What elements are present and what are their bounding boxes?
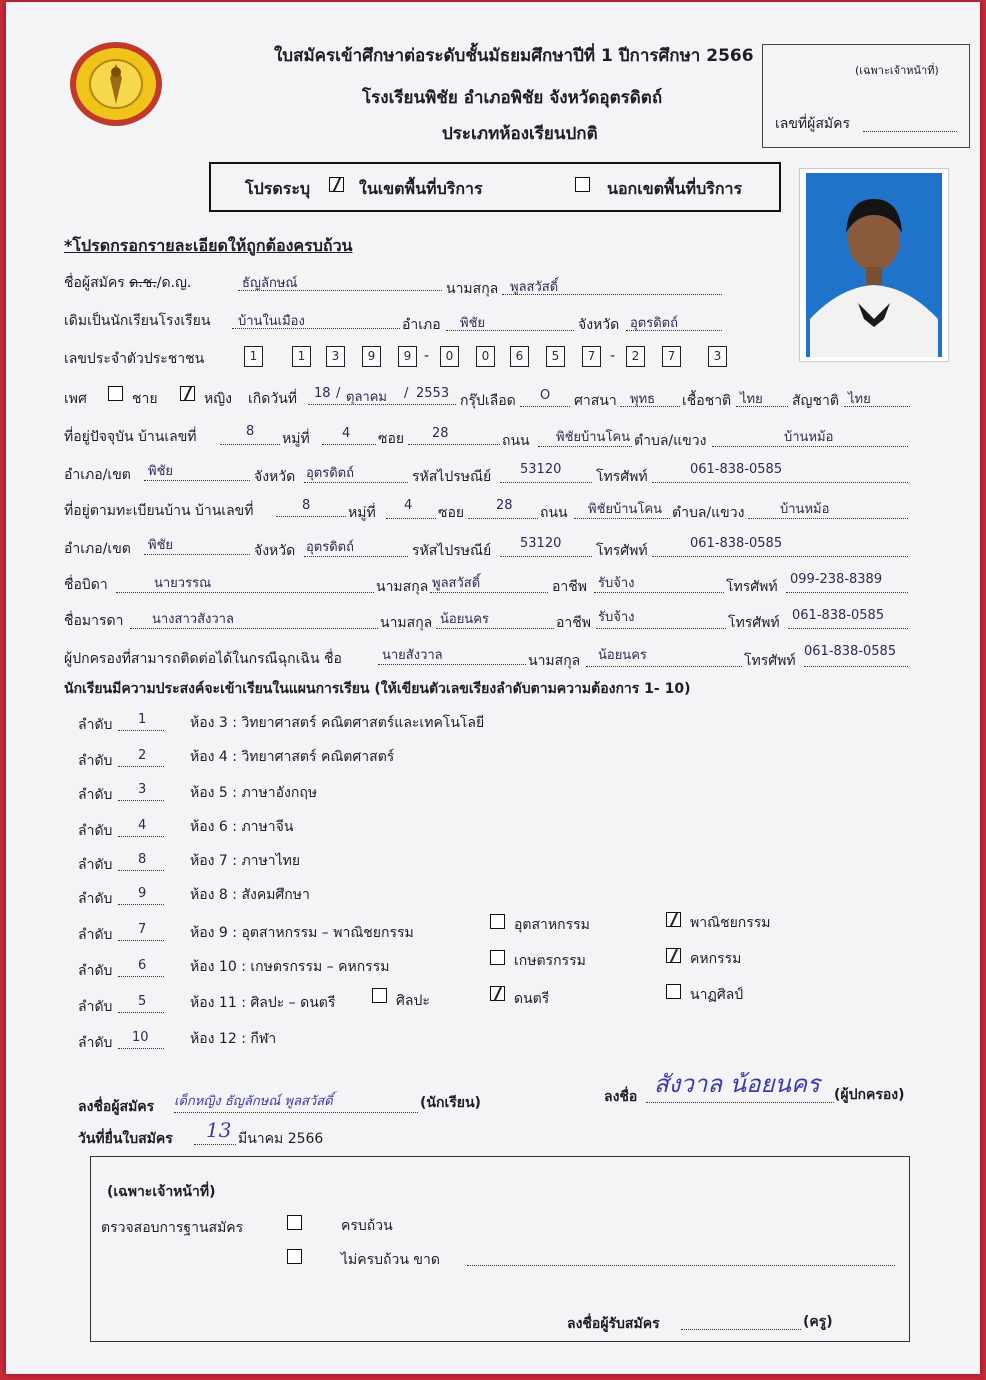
mother-name-value[interactable]: นางสาวสังวาล [152, 612, 234, 627]
current-district-value[interactable]: พิชัย [148, 464, 174, 479]
father-job-label: อาชีพ [552, 579, 587, 595]
male-label: ชาย [132, 391, 158, 407]
prev-province-value[interactable]: อุตรดิตถ์ [630, 316, 678, 331]
rank-value[interactable]: 7 [138, 922, 147, 937]
inside-area-checkbox[interactable] [329, 177, 344, 192]
plan-room: ห้อง 5 : ภาษาอังกฤษ [190, 785, 318, 801]
birth-sep: / [404, 386, 409, 401]
registered-house-line [276, 516, 346, 517]
mother-job-label: อาชีพ [556, 615, 591, 631]
staff-only-box [90, 1156, 910, 1342]
art-checkbox[interactable] [372, 988, 387, 1003]
father-job-value[interactable]: รับจ้าง [598, 576, 635, 591]
registered-postal-value[interactable]: 53120 [520, 536, 562, 551]
blood-value[interactable]: O [540, 388, 551, 403]
id-digit[interactable]: 0 [476, 346, 495, 367]
rank-line [118, 976, 164, 977]
commerce-label: พาณิชยกรรม [690, 915, 771, 931]
current-subdistrict-value[interactable]: บ้านหม้อ [784, 430, 834, 445]
first-name-value[interactable]: ธัญลักษณ์ [242, 276, 298, 291]
current-phone-line [652, 482, 908, 483]
guardian-signature[interactable]: สังวาล น้อยนคร [654, 1070, 820, 1098]
guardian-phone-label: โทรศัพท์ [744, 653, 796, 669]
incomplete-checkbox[interactable] [287, 1249, 302, 1264]
guardian-name-value[interactable]: นายสังวาล [382, 648, 443, 663]
race-value[interactable]: ไทย [740, 392, 763, 407]
rank-line [118, 904, 164, 905]
female-label: หญิง [204, 391, 232, 407]
mother-phone-value[interactable]: 061-838-0585 [792, 608, 885, 623]
submit-date-rest: มีนาคม 2566 [238, 1131, 324, 1147]
applicant-no-field[interactable] [863, 131, 957, 132]
complete-label: ครบถ้วน [341, 1218, 393, 1234]
current-soi-label: ซอย [378, 431, 405, 447]
rank-line [118, 870, 164, 871]
religion-label: ศาสนา [574, 393, 617, 409]
receiver-sign-line[interactable] [681, 1329, 801, 1330]
current-road-label: ถนน [502, 433, 530, 449]
registered-district-value[interactable]: พิชัย [148, 538, 174, 553]
id-digit[interactable]: 1 [292, 346, 311, 367]
current-moo-label: หมู่ที่ [282, 431, 310, 447]
registered-soi-line [468, 518, 538, 519]
registered-road-value[interactable]: พิชัยบ้านโคน [588, 502, 663, 517]
rank-line [118, 1012, 164, 1013]
registered-moo-value[interactable]: 4 [404, 498, 413, 513]
rank-value[interactable]: 6 [138, 958, 147, 973]
nation-label: สัญชาติ [792, 393, 839, 409]
plan-room: ห้อง 10 : เกษตรกรรม – คหกรรม [190, 959, 390, 975]
father-phone-line [786, 592, 908, 593]
blood-label: กรุ๊ปเลือด [460, 393, 516, 409]
father-name-value[interactable]: นายวรรณ [154, 576, 212, 591]
guardian-surname-line [586, 666, 742, 667]
current-house-value[interactable]: 8 [246, 424, 255, 439]
id-digit[interactable]: 2 [626, 346, 645, 367]
father-surname-value[interactable]: พูลสวัสดิ์ [432, 576, 481, 591]
mother-phone-label: โทรศัพท์ [728, 615, 780, 631]
form-title: ใบสมัครเข้าศึกษาต่อระดับชั้นมัธยมศึกษาปีที่ 1 ปีการศึกษา 2566 [274, 46, 754, 66]
guardian-sign-label: ลงชื่อ [604, 1089, 638, 1105]
registered-phone-label: โทรศัพท์ [596, 543, 648, 559]
region-box [209, 162, 781, 212]
rank-label: ลำดับ [78, 999, 113, 1015]
current-district-label: อำเภอ/เขต [64, 467, 131, 483]
registered-postal-line [500, 556, 592, 557]
id-digit[interactable]: 3 [326, 346, 345, 367]
id-digit[interactable]: 0 [440, 346, 459, 367]
applicant-no-label: เลขที่ผู้สมัคร [775, 116, 851, 132]
mother-label: ชื่อมารดา [64, 613, 124, 629]
current-house-line [220, 444, 280, 445]
school-seal-icon [66, 38, 166, 130]
applicant-signature[interactable]: เด็กหญิง ธัญลักษณ์ พูลสวัสดิ์ [174, 1094, 333, 1109]
registered-address-label: ที่อยู่ตามทะเบียนบ้าน บ้านเลขที่ [64, 503, 254, 519]
dance-label: นาฏศิลป์ [690, 987, 744, 1003]
rank-value[interactable]: 3 [138, 782, 147, 797]
current-moo-line [322, 444, 376, 445]
registered-subdistrict-value[interactable]: บ้านหม้อ [780, 502, 830, 517]
rank-line [118, 1048, 164, 1049]
registered-soi-label: ซอย [438, 505, 465, 521]
class-type: ประเภทห้องเรียนปกติ [442, 124, 598, 144]
rank-label: ลำดับ [78, 891, 113, 907]
registered-province-value[interactable]: อุตรดิตถ์ [306, 540, 354, 555]
id-dash: - [424, 348, 430, 364]
registered-moo-line [386, 518, 436, 519]
home-economics-checkbox[interactable] [666, 948, 681, 963]
applicant-photo [799, 168, 949, 362]
id-digit[interactable]: 7 [662, 346, 681, 367]
prev-school-value[interactable]: บ้านในเมือง [238, 314, 305, 329]
prev-district-label: อำเภอ [402, 317, 441, 333]
rank-line [118, 836, 164, 837]
race-label: เชื้อชาติ [682, 393, 732, 409]
id-digit[interactable]: 1 [244, 346, 263, 367]
registered-house-value[interactable]: 8 [302, 498, 311, 513]
rank-line [118, 766, 164, 767]
music-label: ดนตรี [514, 991, 550, 1007]
dance-checkbox[interactable] [666, 984, 681, 999]
agriculture-checkbox[interactable] [490, 950, 505, 965]
music-checkbox[interactable] [490, 986, 505, 1001]
applicant-sign-suffix: (นักเรียน) [420, 1095, 481, 1111]
current-road-value[interactable]: พิชัยบ้านโคน [556, 430, 631, 445]
incomplete-label: ไม่ครบถ้วน ขาด [341, 1252, 440, 1268]
father-surname-label: นามสกุล [376, 579, 429, 595]
male-checkbox[interactable] [108, 386, 123, 401]
registered-soi-value[interactable]: 28 [496, 498, 513, 513]
industry-label: อุตสาหกรรม [514, 917, 590, 933]
current-address-label: ที่อยู่ปัจจุบัน บ้านเลขที่ [64, 429, 197, 445]
industry-checkbox[interactable] [490, 914, 505, 929]
plan-room: ห้อง 7 : ภาษาไทย [190, 853, 301, 869]
rank-value[interactable]: 2 [138, 748, 147, 763]
current-soi-line [408, 444, 500, 445]
art-label: ศิลปะ [396, 993, 430, 1009]
plan-room: ห้อง 11 : ศิลปะ – ดนตรี [190, 995, 336, 1011]
commerce-checkbox[interactable] [666, 912, 681, 927]
plan-room: ห้อง 9 : อุตสาหกรรม – พาณิชยกรรม [190, 925, 414, 941]
title-rest: /ด.ญ. [156, 275, 192, 291]
id-label: เลขประจำตัวประชาชน [64, 351, 205, 367]
plan-room: ห้อง 12 : กีฬา [190, 1031, 277, 1047]
staff-title: (เฉพาะเจ้าหน้าที่) [107, 1184, 216, 1200]
rank-label: ลำดับ [78, 823, 113, 839]
current-soi-value[interactable]: 28 [432, 426, 449, 441]
rank-label: ลำดับ [78, 963, 113, 979]
id-digit[interactable]: 5 [546, 346, 565, 367]
rank-label: ลำดับ [78, 753, 113, 769]
guardian-phone-value[interactable]: 061-838-0585 [804, 644, 897, 659]
rank-label: ลำดับ [78, 927, 113, 943]
missing-items-field[interactable] [467, 1265, 895, 1266]
prev-school-label: เดิมเป็นนักเรียนโรงเรียน [64, 313, 211, 329]
current-postal-value[interactable]: 53120 [520, 462, 562, 477]
rank-line [118, 940, 164, 941]
mother-phone-line [788, 628, 908, 629]
instruction: *โปรดกรอกรายละเอียดให้ถูกต้องครบถ้วน [64, 236, 353, 255]
agriculture-label: เกษตรกรรม [514, 953, 586, 969]
outside-area-checkbox[interactable] [575, 177, 590, 192]
submit-date-day[interactable]: 13 [206, 1118, 232, 1142]
father-phone-label: โทรศัพท์ [726, 579, 778, 595]
surname-value[interactable]: พูลสวัสดิ์ [510, 280, 559, 295]
home-economics-label: คหกรรม [690, 951, 742, 967]
id-digit[interactable]: 3 [708, 346, 727, 367]
birth-year[interactable]: 2553 [416, 386, 450, 401]
mother-surname-label: นามสกุล [380, 615, 433, 631]
registered-postal-label: รหัสไปรษณีย์ [412, 543, 492, 559]
receiver-suffix: (ครู) [803, 1314, 833, 1330]
id-digit[interactable]: 9 [398, 346, 417, 367]
blood-line [520, 406, 570, 407]
current-phone-label: โทรศัพท์ [596, 469, 648, 485]
rank-label: ลำดับ [78, 1035, 113, 1051]
staff-check-label: ตรวจสอบการฐานสมัคร [101, 1220, 244, 1236]
complete-checkbox[interactable] [287, 1215, 302, 1230]
rank-label: ลำดับ [78, 857, 113, 873]
name-label [64, 272, 191, 294]
prev-district-value[interactable]: พิชัย [460, 316, 486, 331]
application-form [6, 2, 980, 1374]
religion-value[interactable]: พุทธ [630, 392, 656, 407]
guardian-surname-label: นามสกุล [528, 653, 581, 669]
registered-road-label: ถนน [540, 505, 568, 521]
prev-province-label: จังหวัด [578, 317, 620, 333]
registered-district-label: อำเภอ/เขต [64, 541, 131, 557]
plan-room: ห้อง 3 : วิทยาศาสตร์ คณิตศาสตร์และเทคโนโลยี [190, 715, 485, 731]
registered-subdistrict-label: ตำบล/แขวง [672, 505, 745, 521]
outside-area-label: นอกเขตพื้นที่บริการ [607, 179, 743, 198]
school-name: โรงเรียนพิชัย อำเภอพิชัย จังหวัดอุตรดิตถ์ [362, 88, 663, 108]
registered-province-label: จังหวัด [254, 543, 296, 559]
official-use-title: (เฉพาะเจ้าหน้าที่) [855, 64, 939, 77]
rank-label: ลำดับ [78, 787, 113, 803]
id-digit[interactable]: 6 [510, 346, 529, 367]
mother-job-line [596, 628, 726, 629]
rank-line [118, 800, 164, 801]
rank-value[interactable]: 8 [138, 852, 147, 867]
current-province-label: จังหวัด [254, 469, 296, 485]
rank-value[interactable]: 9 [138, 886, 147, 901]
female-checkbox[interactable] [180, 386, 195, 401]
rank-value[interactable]: 1 [138, 712, 147, 727]
submit-date-line [194, 1144, 236, 1145]
current-phone-value[interactable]: 061-838-0585 [690, 462, 783, 477]
registered-phone-value[interactable]: 061-838-0585 [690, 536, 783, 551]
id-dash: - [610, 348, 616, 364]
birth-label: เกิดวันที่ [248, 391, 298, 407]
id-digit[interactable]: 7 [582, 346, 601, 367]
mother-job-value[interactable]: รับจ้าง [598, 610, 635, 625]
applicant-name-label: ชื่อผู้สมัคร [64, 275, 125, 291]
title-struck: ด.ช. [129, 275, 157, 291]
mother-surname-value[interactable]: น้อยนคร [440, 612, 489, 627]
father-phone-value[interactable]: 099-238-8389 [790, 572, 883, 587]
current-postal-label: รหัสไปรษณีย์ [412, 469, 492, 485]
plan-room: ห้อง 4 : วิทยาศาสตร์ คณิตศาสตร์ [190, 749, 395, 765]
registered-moo-label: หมู่ที่ [348, 505, 376, 521]
plan-room: ห้อง 8 : สังคมศึกษา [190, 887, 310, 903]
surname-label: นามสกุล [446, 281, 499, 297]
guardian-label: ผู้ปกครองที่สามารถติดต่อได้ในกรณีฉุกเฉิน ชื่อ [64, 651, 342, 667]
nation-value[interactable]: ไทย [848, 392, 871, 407]
gender-label: เพศ [64, 391, 87, 407]
guardian-phone-line [804, 666, 908, 667]
guardian-surname-value[interactable]: น้อยนคร [598, 648, 647, 663]
birth-sep: / [336, 386, 341, 401]
receiver-label: ลงชื่อผู้รับสมัคร [567, 1316, 660, 1332]
applicant-sign-label: ลงชื่อผู้สมัคร [78, 1099, 155, 1115]
plan-room: ห้อง 6 : ภาษาจีน [190, 819, 294, 835]
birth-month[interactable]: ตุลาคม [346, 390, 387, 405]
rank-value[interactable]: 10 [132, 1030, 149, 1045]
current-subdistrict-label: ตำบล/แขวง [634, 433, 707, 449]
submit-date-label: วันที่ยื่นใบสมัคร [78, 1131, 173, 1147]
father-label: ชื่อบิดา [64, 577, 108, 593]
registered-phone-line [652, 556, 908, 557]
plan-heading: นักเรียนมีความประสงค์จะเข้าเรียนในแผนการเรียน (ให้เขียนตัวเลขเรียงลำดับตามความต้องการ 1- 10) [64, 681, 691, 697]
current-province-value[interactable]: อุตรดิตถ์ [306, 466, 354, 481]
current-postal-line [500, 482, 592, 483]
rank-value[interactable]: 5 [138, 994, 147, 1009]
id-digit[interactable]: 9 [362, 346, 381, 367]
rank-value[interactable]: 4 [138, 818, 147, 833]
rank-label: ลำดับ [78, 717, 113, 733]
guardian-sign-suffix: (ผู้ปกครอง) [834, 1087, 905, 1103]
birth-day[interactable]: 18 [314, 386, 331, 401]
applicant-sign-line [174, 1112, 418, 1113]
region-prompt: โปรดระบุ [245, 179, 311, 198]
rank-line [118, 730, 164, 731]
inside-area-label: ในเขตพื้นที่บริการ [359, 179, 483, 198]
current-moo-value[interactable]: 4 [342, 426, 351, 441]
official-use-box [762, 44, 970, 148]
